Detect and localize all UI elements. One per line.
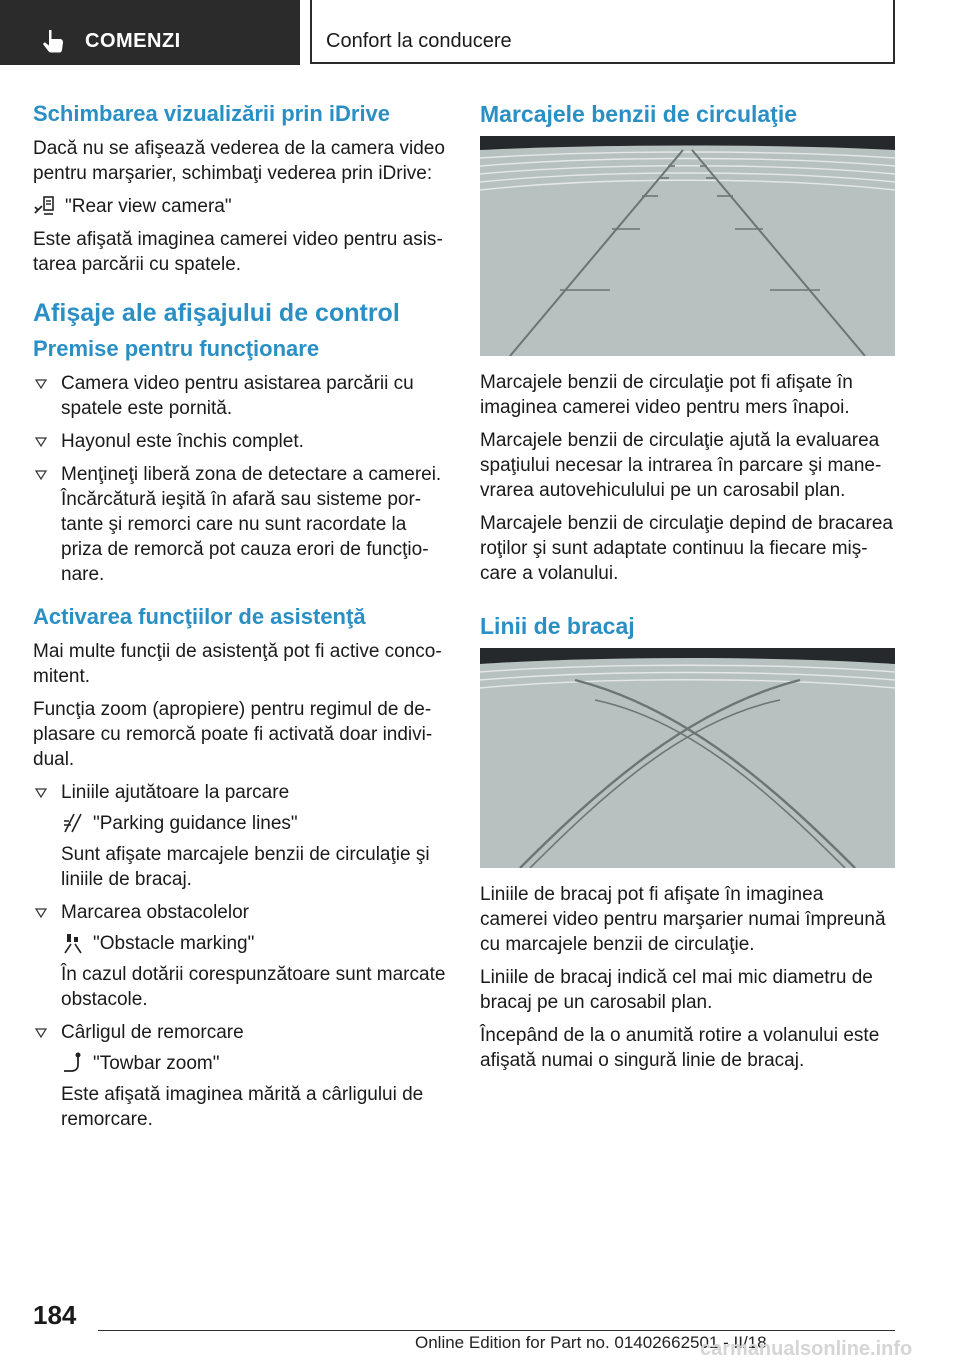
section-title-lane-markings: Marcajele benzii de circulaţie: [480, 101, 798, 127]
paragraph: Dacă nu se afişează vederea de la camera video pentru marşarier, schimbaţi vederea prin iDrive:: [33, 138, 445, 184]
section-tab-label: COMENZI: [85, 30, 181, 52]
section-title-control-display: Afişaje ale afişajului de control: [33, 299, 400, 327]
idrive-command: [33, 194, 448, 219]
bullet-triangle-icon: [35, 908, 47, 918]
chapter-tab-label: Confort la conducere: [326, 30, 512, 52]
assist-functions-list: [33, 780, 448, 1132]
paragraph: Mai multe funcţii de asistenţă pot fi active concomitent.: [33, 641, 442, 687]
list-item: Hayonul este închis complet.: [33, 429, 448, 454]
section-title-prerequisites: Premise pentru funcţionare: [33, 336, 320, 361]
list-item: Marcarea obstacolelor "Obstacle marking" În cazul dotării corespunzătoare sunt marcate obstacole.: [33, 900, 448, 1012]
bullet-triangle-icon: [35, 470, 47, 480]
paragraph: Liniile de bracaj pot fi afişate în imaginea camerei video pentru marşarier numai împreună cu marcajele benzii de circulaţie.: [480, 884, 886, 955]
command-label: "Towbar zoom": [93, 1053, 220, 1074]
command-label: "Rear view camera": [65, 196, 232, 217]
list-item: Liniile ajutătoare la parcare "Parking guidance lines" Sunt afişate marcajele benzii de circulaţie şi liniile de bracaj.: [33, 780, 448, 892]
paragraph: Liniile de bracaj indică cel mai mic diametru de bracaj pe un carosabil plan.: [480, 967, 873, 1013]
list-item: Camera video pentru asistarea parcării cu spatele este pornită.: [33, 371, 448, 421]
paragraph: Marcajele benzii de circulaţie depind de bracarea roţilor şi sunt adaptate continuu la fiecare mişcare a volanului.: [480, 513, 893, 584]
turning-lines-illustration: [480, 648, 895, 868]
edition-text: Online Edition for Part no. 01402662501 - II/18: [415, 1333, 767, 1352]
watermark: carmanualsonline.info: [700, 1338, 913, 1360]
paragraph: Marcajele benzii de circulaţie ajută la evaluarea spaţiului necesar la intrarea în parcare şi manevrarea autovehiculului pe un carosabil plan.: [480, 430, 882, 501]
command-label: "Parking guidance lines": [93, 813, 298, 834]
section-title-assist-functions: Activarea funcţiilor de asistenţă: [33, 604, 366, 629]
paragraph: Funcţia zoom (apropiere) pentru regimul de deplasare cu remorcă poate fi activată doar individual.: [33, 699, 433, 770]
page-header: [0, 0, 960, 66]
lane-markings-figure: [480, 136, 895, 356]
prerequisites-list: [33, 371, 448, 587]
paragraph: Începând de la o anumită rotire a volanului este afişată numai o singură linie de bracaj.: [480, 1025, 880, 1071]
command-label: "Obstacle marking": [93, 933, 255, 954]
paragraph: Este afişată imaginea camerei video pentru asistarea parcării cu spatele.: [33, 229, 443, 275]
section-title-turning-lines: Linii de bracaj: [480, 613, 635, 639]
bullet-triangle-icon: [35, 1028, 47, 1038]
turning-lines-figure: [480, 648, 895, 868]
lane-markings-illustration: [480, 136, 895, 356]
chapter-tab[interactable]: [310, 0, 895, 64]
idrive-command: [61, 1051, 448, 1076]
obstacle-marking-icon: [61, 931, 85, 955]
hand-pointer-icon: [40, 28, 66, 54]
item-description: Sunt afişate marcajele benzii de circulaţie şi liniile de bracaj.: [61, 844, 430, 890]
list-item: Cârligul de remorcare "Towbar zoom" Este afişată imaginea mărită a cârligului de remorcare.: [33, 1020, 448, 1132]
section-title-idrive: Schimbarea vizualizării prin iDrive: [33, 101, 391, 126]
towbar-icon: [61, 1051, 85, 1075]
bullet-triangle-icon: [35, 788, 47, 798]
idrive-command: [61, 931, 448, 956]
bullet-triangle-icon: [35, 379, 47, 389]
list-item: Menţineţi liberă zona de detectare a camerei. Încărcătură ieşită în afară sau sisteme portante şi remorci care nu sunt racordate la priza de remorcă pot cauza erori de funcţionare.: [33, 462, 448, 587]
page-number: 184: [33, 1300, 77, 1330]
right-column: [480, 100, 895, 1081]
item-description: Este afişată imaginea mărită a cârligului de remorcare.: [61, 1084, 424, 1130]
footer-divider: [98, 1330, 895, 1331]
left-column: [33, 100, 448, 1140]
bullet-triangle-icon: [35, 437, 47, 447]
item-description: În cazul dotării corespunzătoare sunt marcate obstacole.: [61, 964, 446, 1010]
idrive-command: [61, 811, 448, 836]
section-tab[interactable]: [0, 0, 300, 65]
parking-guidance-lines-icon: [61, 811, 85, 835]
paragraph: Marcajele benzii de circulaţie pot fi afişate în imaginea camerei video pentru mers înapoi.: [480, 372, 853, 418]
rear-camera-icon: [33, 194, 57, 218]
